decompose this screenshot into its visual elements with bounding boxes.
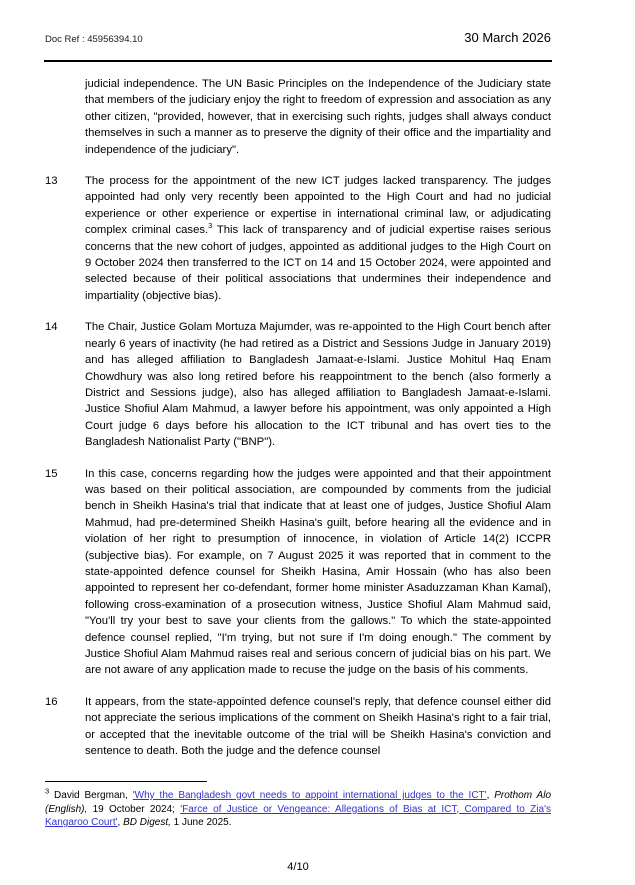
text-run: The Chair, Justice Golam Mortuza Majumder, was re-appointed to the High Court bench after nearly 6 years of inactivity (he had retired as a District and Sessions Judge in January 2019) and has alleged affiliation to Bangladesh Jamaat-e-Islami. Justice Mohitul Haq Enam Chowdhury was also long retired before his reappointment to the bench (also formerly a District and Sessions judge), also has alleged affiliation to Bangladesh Jamaat-e-Islami. Justice Shofiul Alam Mahmud, a lawyer before his appointment, was only appointed a High Court judge 6 days before his allocation to the ICT tribunal and has overt ties to the Bangladesh Nationalist Party ("BNP"). bbox=[85, 321, 551, 449]
paragraph-number: 16 bbox=[45, 695, 58, 708]
text-run: judicial independence. The UN Basic Principles on the Independence of the Judiciary state that members of the judiciary enjoy the right to freedom of expression and association as any other citizen, "provided, however, that in exercising such rights, judges shall always conduct themselves in such a manner as to preserve the dignity of their office and the impartiality and independence of the judiciary". bbox=[85, 78, 551, 156]
text-run: The process for the appointment of the new ICT judges lacked transparency. The judges appointed had only very recently been appointed to the High Court and had no judicial experience or other experience or expertise in international criminal law, or adjudicating complex criminal cases. bbox=[85, 175, 551, 237]
text-run: It appears, from the state-appointed defence counsel's reply, that defence counsel either did not appreciate the serious implications of the comment on Sheikh Hasina's right to a fair trial, or accepted that the inevitable outcome of the trial will be Sheikh Hasina's conviction and sentence to death. Both the judge and the defence counsel bbox=[85, 695, 551, 758]
paragraph bbox=[45, 76, 551, 158]
doc-ref: Doc Ref : 45956394.10 bbox=[45, 34, 143, 45]
italic-text-run: BD Digest, bbox=[123, 817, 171, 829]
text-run: This lack of transparency and of judicial expertise raises serious concerns that the new cohort of judges, appointed as additional judges to the High Court on 9 October 2024 then transferred to the ICT on 14 and 15 October 2024, were appointed and selected because of their political associations that undermines their independence and impartiality (objective bias). bbox=[85, 224, 551, 302]
footnote bbox=[45, 786, 552, 830]
paragraph-text bbox=[85, 694, 551, 760]
text-run: In this case, concerns regarding how the judges were appointed and that their appointment was based on their political association, are compounded by comments from the judicial bench in Sheikh Hasina's trial that indicate that at least one of judges, Justice Shofiul Alam Mahmud, had pre-determined Sheikh Hasina's guilt, before hearing all the evidence and in violation of her right to presumption of innocence, in violation of Article 14(2) ICCPR (subjective bias). For example, on 7 August 2025 it was reported that in comment to the state-appointed defence counsel for Sheikh Hasina, Amir Hossain (who has also been appointed to represent her co-defendant, former home minister Asaduzzaman Khan Kamal), following cross-examination of a prosecution witness, Justice Shofiul Alam Mahmud said, "You'll try your best to save your clients from the gallows." To which the state-appointed defence counsel replied, "I'm trying, but not sure if I'm doing enough." The comment by Justice Shofiul Alam Mahmud raises real and serious concern of judicial bias on his part. We are not aware of any application made to recuse the judge on the basis of his comments. bbox=[85, 467, 551, 677]
header-date: 30 March 2026 bbox=[464, 30, 551, 45]
paragraph-number: 14 bbox=[45, 321, 58, 334]
text-run: , bbox=[486, 790, 495, 801]
footnote-link[interactable]: 'Why the Bangladesh govt needs to appoint international judges to the ICT' bbox=[132, 790, 487, 801]
text-run: David Bergman, bbox=[49, 790, 133, 801]
paragraph-number bbox=[45, 76, 85, 158]
paragraph-text bbox=[85, 76, 551, 158]
header-rule bbox=[44, 60, 552, 62]
paragraph-text bbox=[85, 173, 551, 304]
text-run: , bbox=[117, 817, 124, 829]
page-header bbox=[45, 30, 551, 45]
paragraph-text bbox=[85, 319, 551, 450]
footnote-section bbox=[45, 781, 551, 830]
paragraph-number: 15 bbox=[45, 467, 58, 480]
paragraph bbox=[45, 173, 551, 304]
paragraph bbox=[45, 319, 551, 450]
page-number: 4/10 bbox=[287, 861, 309, 873]
footnote-marker: 3 bbox=[45, 786, 50, 796]
document-body bbox=[45, 76, 551, 774]
paragraph-number: 13 bbox=[45, 175, 58, 188]
footnote-separator bbox=[45, 781, 207, 782]
italic-text-run: Prothom Alo (English), bbox=[45, 790, 552, 815]
paragraph-text bbox=[85, 466, 551, 679]
text-run: 1 June 2025. bbox=[170, 817, 232, 829]
paragraph bbox=[45, 694, 551, 760]
paragraph bbox=[45, 466, 551, 679]
text-run: 19 October 2024; bbox=[87, 803, 181, 815]
footnote-reference-mark: 3 bbox=[208, 221, 213, 231]
footnote-link[interactable]: 'Farce of Justice or Vengeance: Allegations of Bias at ICT, Compared to Zia's Kangaroo Court' bbox=[45, 803, 551, 829]
